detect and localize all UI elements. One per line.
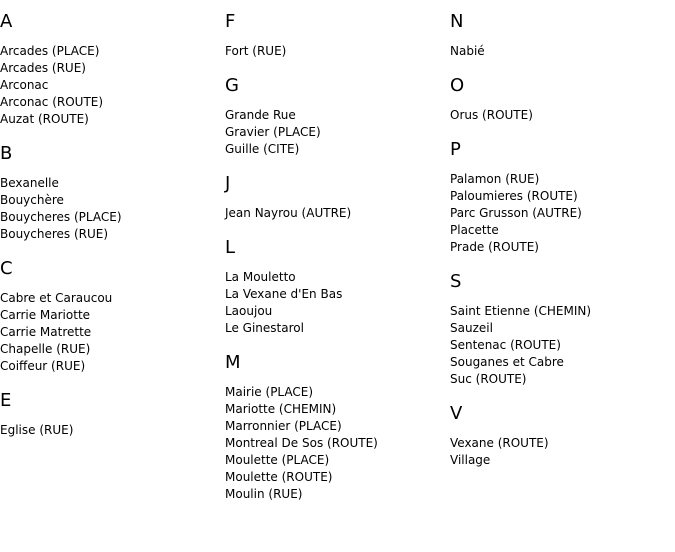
street-link-eglise-rue[interactable]: Eglise (RUE)	[0, 423, 74, 437]
street-link-carrie-matrette[interactable]: Carrie Matrette	[0, 325, 92, 339]
list-item	[450, 354, 670, 371]
street-link-palamon-rue[interactable]: Palamon (RUE)	[450, 172, 540, 186]
street-link-mairie-place[interactable]: Mairie (PLACE)	[225, 385, 314, 399]
street-list	[0, 290, 220, 375]
letter-heading: P	[450, 139, 461, 160]
street-link-bouycheres-place[interactable]: Bouycheres (PLACE)	[0, 210, 122, 224]
street-link-arconac-route[interactable]: Arconac (ROUTE)	[0, 95, 104, 109]
street-link-orus-route[interactable]: Orus (ROUTE)	[450, 108, 533, 122]
list-item	[0, 226, 220, 243]
list-item	[225, 286, 445, 303]
list-item	[225, 320, 445, 337]
street-list	[0, 175, 220, 243]
street-list	[450, 435, 670, 469]
list-item	[225, 384, 445, 401]
letter-heading: O	[450, 75, 465, 96]
street-link-bexanelle[interactable]: Bexanelle	[0, 176, 59, 190]
street-link-prade-route[interactable]: Prade (ROUTE)	[450, 240, 539, 254]
list-item	[0, 422, 220, 439]
list-item	[0, 111, 220, 128]
list-item	[450, 188, 670, 205]
list-item	[0, 43, 220, 60]
street-link-carrie-mariotte[interactable]: Carrie Mariotte	[0, 308, 91, 322]
list-item	[225, 469, 445, 486]
letter-heading: E	[0, 390, 12, 411]
list-item	[0, 192, 220, 209]
list-item	[450, 222, 670, 239]
letter-section	[225, 353, 445, 503]
letter-heading: S	[450, 271, 462, 292]
index-column-3	[450, 12, 670, 485]
list-item	[0, 290, 220, 307]
index-column-2	[225, 12, 445, 519]
street-link-sauzeil[interactable]: Sauzeil	[450, 321, 493, 335]
letter-heading: B	[0, 143, 13, 164]
street-link-nabie[interactable]: Nabié	[450, 44, 485, 58]
street-link-la-mouletto[interactable]: La Mouletto	[225, 270, 296, 284]
letter-heading: F	[225, 11, 236, 32]
street-link-auzat-route[interactable]: Auzat (ROUTE)	[0, 112, 89, 126]
list-item	[0, 324, 220, 341]
letter-heading: A	[0, 11, 13, 32]
street-list	[225, 205, 445, 222]
street-list	[0, 43, 220, 128]
street-link-sentenac-route[interactable]: Sentenac (ROUTE)	[450, 338, 561, 352]
street-list	[225, 384, 445, 503]
street-link-souganes-et-cabre[interactable]: Souganes et Cabre	[450, 355, 564, 369]
list-item	[225, 452, 445, 469]
street-link-coiffeur-rue[interactable]: Coiffeur (RUE)	[0, 359, 86, 373]
letter-section	[450, 404, 670, 469]
list-item	[225, 141, 445, 158]
index-column-1	[0, 12, 220, 455]
list-item	[450, 452, 670, 469]
street-link-marronnier-place[interactable]: Marronnier (PLACE)	[225, 419, 342, 433]
list-item	[450, 43, 670, 60]
list-item	[0, 209, 220, 226]
street-list	[450, 107, 670, 124]
street-link-arcades-rue[interactable]: Arcades (RUE)	[0, 61, 86, 75]
letter-section	[0, 259, 220, 375]
street-list	[225, 43, 445, 60]
letter-heading: C	[0, 258, 13, 279]
street-link-moulin-rue[interactable]: Moulin (RUE)	[225, 487, 303, 501]
street-link-moulette-place[interactable]: Moulette (PLACE)	[225, 453, 330, 467]
letter-heading: V	[450, 403, 463, 424]
letter-section	[225, 12, 445, 60]
street-link-le-ginestarol[interactable]: Le Ginestarol	[225, 321, 304, 335]
street-link-saint-etienne-chemin[interactable]: Saint Etienne (CHEMIN)	[450, 304, 592, 318]
street-link-cabre-et-caraucou[interactable]: Cabre et Caraucou	[0, 291, 113, 305]
street-link-moulette-route[interactable]: Moulette (ROUTE)	[225, 470, 333, 484]
list-item	[0, 358, 220, 375]
list-item	[0, 60, 220, 77]
letter-heading: G	[225, 75, 239, 96]
list-item	[0, 307, 220, 324]
list-item	[225, 269, 445, 286]
list-item	[225, 303, 445, 320]
list-item	[450, 320, 670, 337]
street-link-arcades-place[interactable]: Arcades (PLACE)	[0, 44, 100, 58]
street-link-la-vexane-d-en-bas[interactable]: La Vexane d'En Bas	[225, 287, 343, 301]
street-link-suc-route[interactable]: Suc (ROUTE)	[450, 372, 527, 386]
street-link-gravier-place[interactable]: Gravier (PLACE)	[225, 125, 321, 139]
list-item	[450, 435, 670, 452]
list-item	[225, 435, 445, 452]
list-item	[0, 77, 220, 94]
list-item	[225, 418, 445, 435]
street-list	[450, 303, 670, 388]
list-item	[225, 401, 445, 418]
street-list	[450, 43, 670, 60]
letter-section	[0, 391, 220, 439]
letter-heading: M	[225, 352, 241, 373]
street-link-village[interactable]: Village	[450, 453, 491, 467]
letter-section	[450, 76, 670, 124]
list-item	[450, 371, 670, 388]
street-list	[225, 269, 445, 337]
letter-section	[450, 272, 670, 388]
street-link-vexane-route[interactable]: Vexane (ROUTE)	[450, 436, 549, 450]
street-link-fort-rue[interactable]: Fort (RUE)	[225, 44, 287, 58]
street-link-guille-cite[interactable]: Guille (CITE)	[225, 142, 300, 156]
letter-section	[0, 144, 220, 243]
street-list	[0, 422, 220, 439]
list-item	[225, 124, 445, 141]
letter-section	[0, 12, 220, 128]
letter-section	[225, 174, 445, 222]
list-item	[450, 107, 670, 124]
street-link-arconac[interactable]: Arconac	[0, 78, 49, 92]
list-item	[450, 239, 670, 256]
letter-section	[225, 238, 445, 337]
letter-heading: J	[225, 173, 231, 194]
street-link-bouycheres-rue[interactable]: Bouycheres (RUE)	[0, 227, 109, 241]
street-link-montreal-de-sos-route[interactable]: Montreal De Sos (ROUTE)	[225, 436, 378, 450]
list-item	[225, 107, 445, 124]
letter-section	[450, 140, 670, 256]
list-item	[450, 337, 670, 354]
letter-heading: N	[450, 11, 464, 32]
street-list	[450, 171, 670, 256]
street-link-laoujou[interactable]: Laoujou	[225, 304, 273, 318]
street-link-jean-nayrou-autre[interactable]: Jean Nayrou (AUTRE)	[225, 206, 352, 220]
list-item	[450, 303, 670, 320]
list-item	[225, 43, 445, 60]
street-link-parc-grusson-autre[interactable]: Parc Grusson (AUTRE)	[450, 206, 582, 220]
street-link-grande-rue[interactable]: Grande Rue	[225, 108, 296, 122]
letter-section	[225, 76, 445, 158]
street-list	[225, 107, 445, 158]
list-item	[225, 205, 445, 222]
list-item	[0, 175, 220, 192]
street-link-mariotte-chemin[interactable]: Mariotte (CHEMIN)	[225, 402, 337, 416]
list-item	[0, 94, 220, 111]
list-item	[450, 205, 670, 222]
list-item	[450, 171, 670, 188]
list-item	[225, 486, 445, 503]
letter-heading: L	[225, 237, 236, 258]
street-link-paloumieres-route[interactable]: Paloumieres (ROUTE)	[450, 189, 578, 203]
street-link-chapelle-rue[interactable]: Chapelle (RUE)	[0, 342, 91, 356]
list-item	[0, 341, 220, 358]
street-link-placette[interactable]: Placette	[450, 223, 499, 237]
letter-section	[450, 12, 670, 60]
street-link-bouychere[interactable]: Bouychère	[0, 193, 64, 207]
